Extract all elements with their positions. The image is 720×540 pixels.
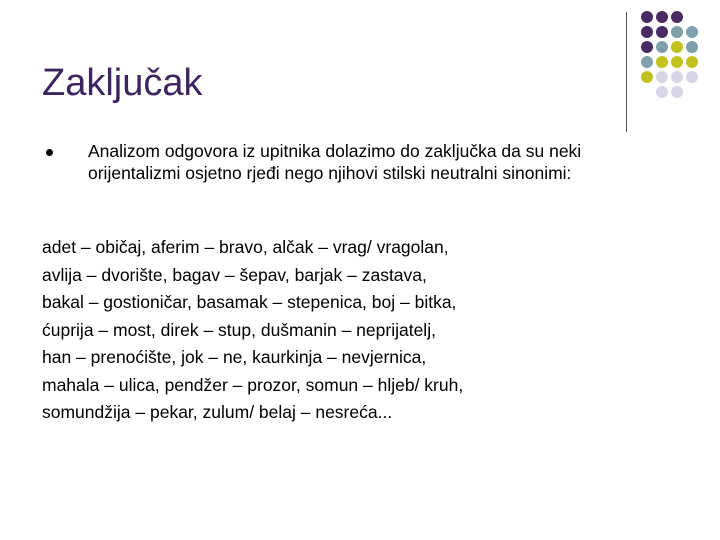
word-pairs-line: avlija – dvorište, bagav – šepav, barjak – zastava, bbox=[42, 264, 427, 285]
decor-dot bbox=[686, 41, 698, 53]
decor-dot bbox=[641, 71, 653, 83]
decor-dot bbox=[671, 11, 683, 23]
decor-dot bbox=[656, 71, 668, 83]
decorative-vertical-line bbox=[626, 12, 627, 132]
word-pairs-list bbox=[42, 234, 682, 427]
decor-dot bbox=[671, 26, 683, 38]
decor-dot bbox=[656, 86, 668, 98]
slide-title: Zaključak bbox=[42, 62, 203, 104]
word-pairs-line: han – prenoćište, jok – ne, kaurkinja – nevjernica, bbox=[42, 347, 427, 367]
decor-dot bbox=[641, 11, 653, 23]
decor-dot bbox=[671, 71, 683, 83]
word-pairs-line: mahala – ulica, pendžer – prozor, somun – hljeb/ kruh, bbox=[42, 374, 464, 395]
decor-dot bbox=[656, 26, 668, 38]
decor-dot bbox=[656, 11, 668, 23]
decor-dot bbox=[641, 26, 653, 38]
word-pairs-line: bakal – gostioničar, basamak – stepenica, boj – bitka, bbox=[42, 292, 457, 312]
word-pairs-line: ćuprija – most, direk – stup, dušmanin – neprijatelj, bbox=[42, 319, 436, 340]
decor-dot bbox=[641, 56, 653, 68]
decor-dot bbox=[686, 71, 698, 83]
decor-dot bbox=[686, 56, 698, 68]
decor-dot bbox=[641, 41, 653, 53]
decor-dot bbox=[671, 41, 683, 53]
decor-dot bbox=[656, 56, 668, 68]
decor-dot bbox=[671, 56, 683, 68]
word-pairs-line: adet – običaj, aferim – bravo, alčak – vrag/ vragolan, bbox=[42, 237, 449, 257]
decor-dot bbox=[656, 41, 668, 53]
bullet-text: Analizom odgovora iz upitnika dolazimo do zaključka da su neki orijentalizmi osjetno rjeđi nego njihovi stilski neutralni sinonimi: bbox=[88, 141, 582, 183]
decor-dot bbox=[686, 26, 698, 38]
decor-dot bbox=[671, 86, 683, 98]
word-pairs-line: somundžija – pekar, zulum/ belaj – nesreća... bbox=[42, 402, 393, 422]
bullet-dot-icon bbox=[46, 149, 53, 156]
